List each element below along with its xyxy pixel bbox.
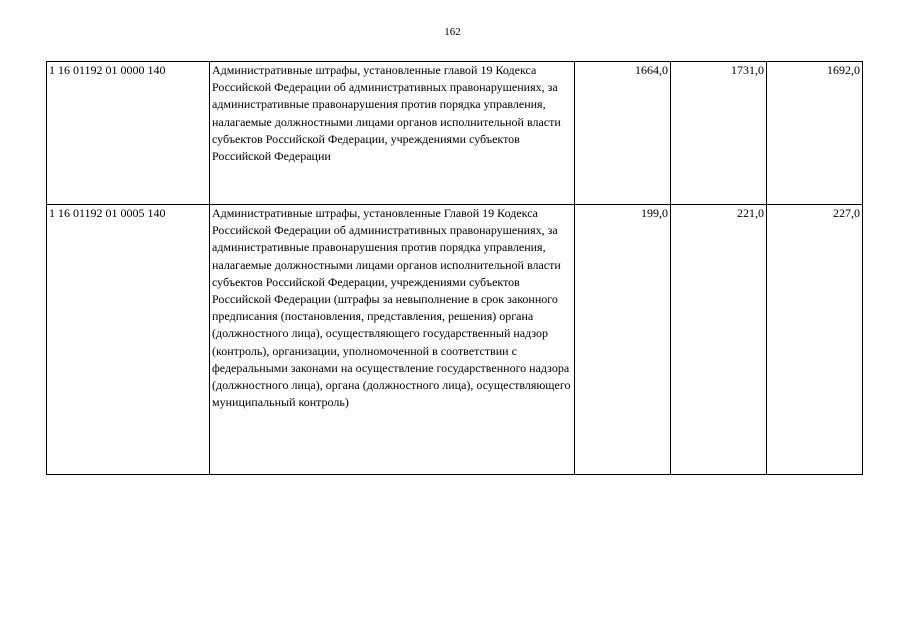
revenue-description: Административные штрафы, установленные Главой 19 Кодекса Российской Федерации об административных правонарушениях, за административные правонарушения против порядка управления, налагаемые должностными лицами органов исполнительной власти субъектов Российской Федерации, учреждениями субъектов Российской Федерации (штрафы за невыполнение в срок законного предписания (постановления, представления, решения) органа (должностного лица), осуществляющего государственный надзор (контроль), организации, уполномоченной в соответствии с федеральными законами на осуществление государственного надзора (должностного лица), органа (должностного лица), осуществляющего муниципальный контроль) (210, 205, 575, 475)
budget-table (46, 61, 863, 475)
table-row (47, 205, 863, 475)
value-year-3: 1692,0 (767, 62, 863, 205)
value-year-1: 1664,0 (575, 62, 671, 205)
page-number: 162 (444, 26, 461, 38)
value-year-2: 1731,0 (671, 62, 767, 205)
value-year-3: 227,0 (767, 205, 863, 475)
value-year-1: 199,0 (575, 205, 671, 475)
budget-classification-code: 1 16 01192 01 0005 140 (47, 205, 210, 475)
table-row (47, 62, 863, 205)
budget-classification-code: 1 16 01192 01 0000 140 (47, 62, 210, 205)
value-year-2: 221,0 (671, 205, 767, 475)
revenue-description: Административные штрафы, установленные главой 19 Кодекса Российской Федерации об административных правонарушениях, за административные правонарушения против порядка управления, налагаемые должностными лицами органов исполнительной власти субъектов Российской Федерации, учреждениями субъектов Российской Федерации (210, 62, 575, 205)
